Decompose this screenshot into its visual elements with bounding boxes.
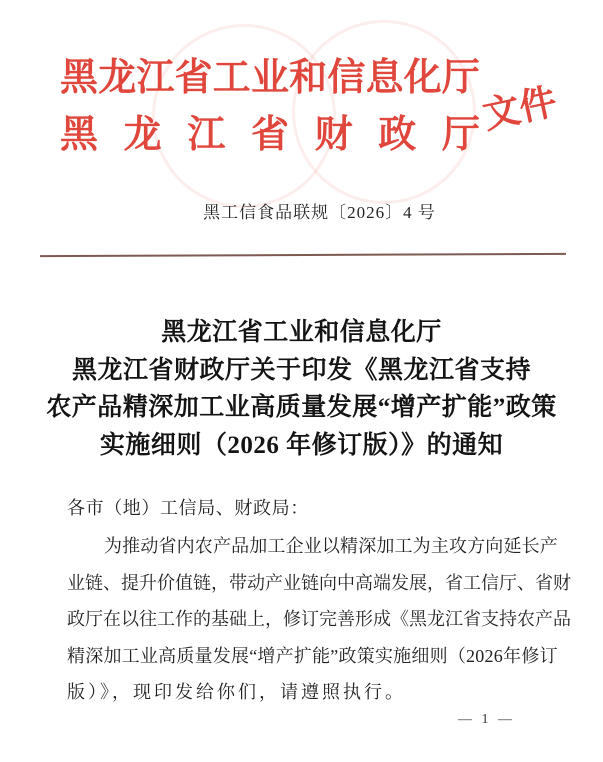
red-separator-rule (40, 253, 566, 257)
salutation-line: 各市（地）工信局、财政局： (67, 498, 309, 518)
notice-title (40, 314, 563, 464)
issuing-agency-line-2: 黑 龙 江 省 财 政 厅 (60, 114, 480, 156)
red-header (60, 50, 480, 164)
page-number: — 1 — (458, 712, 515, 727)
title-line: 实施细则（2026 年修订版）》的通知 (99, 431, 504, 459)
body-line: 政 厅 在 以 往 工 作 的 基 础 上 ， 修 订 完 善 形 成 《 黑 龙 江 省 支 持 农 产 品 (67, 609, 571, 629)
document-reference-number: 黑工信食品联规〔2026〕4 号 (203, 203, 436, 222)
issuing-agency-line-1: 黑 龙 江 省 工 业 和 信 息 化 厅 (60, 57, 480, 99)
body-line: 精 深 加 工 业 高 质 量 发 展 “ 增 产 扩 能 ” 政 策 实 施 细 则 （ 2 0 2 6 年 修 订 (67, 645, 558, 666)
title-line: 黑龙江省工业和信息化厅 (161, 319, 442, 346)
body-line: 为 推 动 省 内 农 产 品 加 工 企 业 以 精 深 加 工 为 主 攻 方 向 延 长 产 (104, 536, 558, 556)
document-label: 文件 (479, 81, 561, 138)
title-line: 黑龙江省财政厅关于印发《黑龙江省支持 (71, 356, 531, 384)
body-line: 版）》，现印发给你们，请遵照执行。 (67, 682, 406, 702)
title-line: 农产品精深加工业高质量发展“增产扩能”政策 (46, 394, 557, 421)
body-line: 业 链 、 提 升 价 值 链 ， 带 动 产 业 链 向 中 高 端 发 展 ， 省 工 信 厅 、 省 财 (67, 572, 571, 593)
body-paragraph (67, 528, 571, 711)
